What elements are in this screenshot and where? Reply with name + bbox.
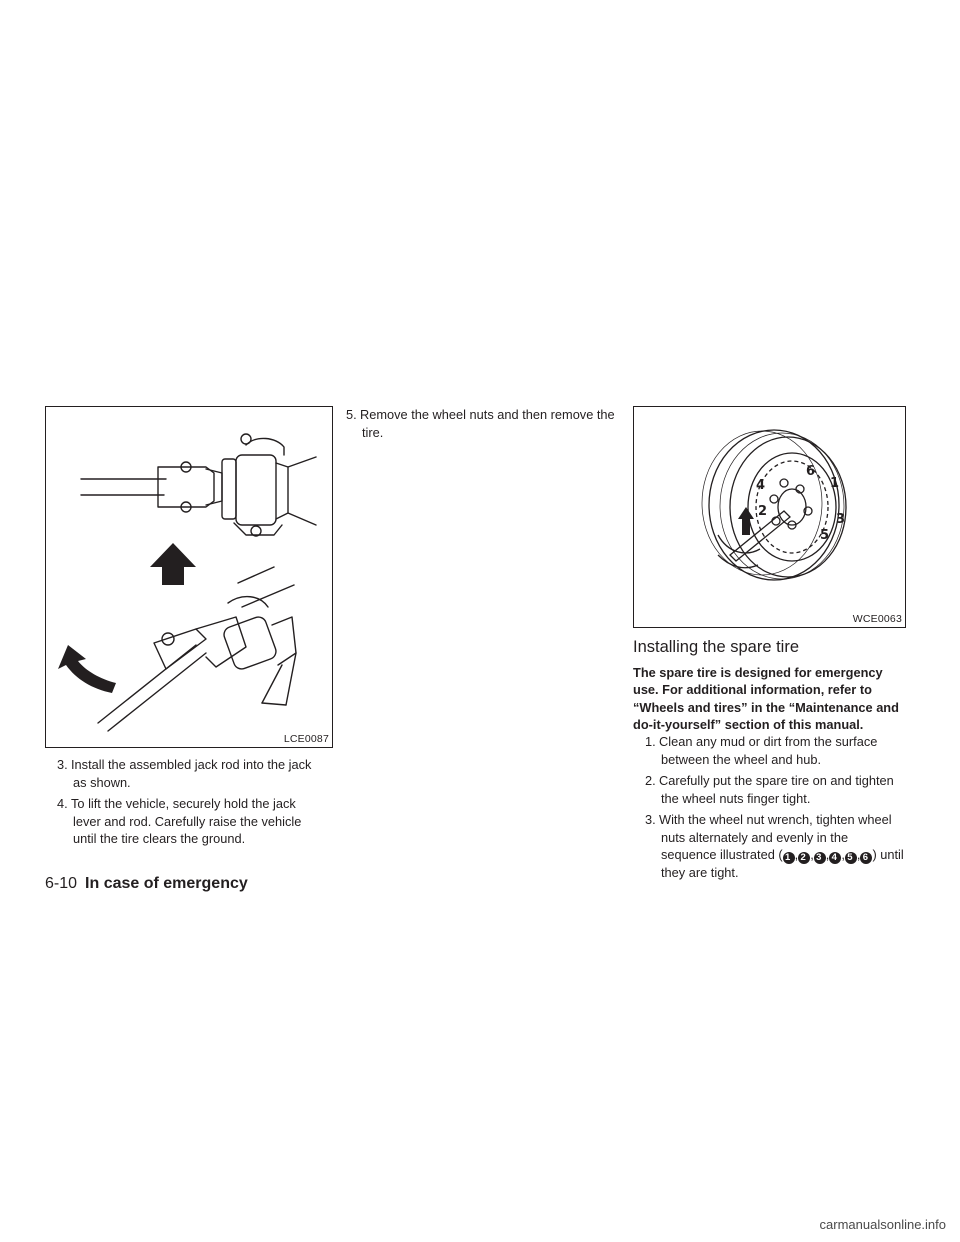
sequence-6: 6 — [860, 852, 872, 864]
step-4 — [57, 795, 325, 848]
install-step-1 — [645, 733, 907, 768]
step-number: 5. — [346, 407, 357, 422]
nut-label-2: 2 — [758, 504, 768, 519]
step-text: To lift the vehicle, securely hold the jack lever and rod. Carefully raise the vehicle until the tire clears the ground. — [71, 796, 302, 846]
nut-label-3: 3 — [836, 512, 846, 527]
figure-code: LCE0087 — [283, 733, 329, 745]
nut-label-5: 5 — [820, 528, 830, 543]
page-number: 6-10 — [45, 875, 78, 892]
nut-label-4: 4 — [756, 478, 766, 493]
step-5 — [346, 406, 618, 441]
step-number: 1. — [645, 734, 656, 749]
sequence-5: 5 — [845, 852, 857, 864]
sequence-2: 2 — [798, 852, 810, 864]
step-number: 3. — [57, 757, 68, 772]
install-step-3: 3. With the wheel nut wrench, tighten wheel nuts alternately and evenly in the sequence illustrated ( 1 , 2 , 3 , 4 , 5 , 6 ) until they are tight. — [645, 812, 904, 880]
wheel-nut-sequence-figure — [633, 406, 906, 628]
step-3 — [57, 756, 325, 791]
step-number: 3. — [645, 812, 656, 827]
sequence-4: 4 — [829, 852, 841, 864]
step-text-before: With the wheel nut wrench, tighten wheel nuts alternately and evenly in the sequence illustrated ( — [659, 812, 892, 862]
jack-illustration-figure — [45, 406, 333, 748]
rotate-arrow-icon — [58, 645, 116, 693]
step-number: 2. — [645, 773, 656, 788]
section-title: In case of emergency — [85, 875, 248, 892]
section-intro: The spare tire is designed for emergency use. For additional information, refer to “Wheels and tires” in the “Maintenance and do-it-yourself” section of this manual. — [633, 665, 899, 732]
install-step-2 — [645, 772, 907, 807]
step-number: 4. — [57, 796, 68, 811]
wheel-illustration — [634, 407, 906, 628]
up-arrow-icon — [150, 543, 196, 585]
step-text: Clean any mud or dirt from the surface between the wheel and hub. — [659, 734, 878, 767]
page-footer — [45, 875, 248, 893]
sequence-3: 3 — [814, 852, 826, 864]
step-text: Carefully put the spare tire on and tighten the wheel nuts finger tight. — [659, 773, 894, 806]
jack-rod-illustration — [46, 407, 333, 748]
step-text-after: ) until they are tight. — [661, 847, 904, 880]
step-text: Remove the wheel nuts and then remove the tire. — [360, 407, 615, 440]
nut-label-6: 6 — [806, 464, 816, 479]
nut-label-1: 1 — [830, 476, 840, 491]
sequence-1: 1 — [783, 852, 795, 864]
figure-code: WCE0063 — [852, 613, 902, 625]
step-text: Install the assembled jack rod into the jack as shown. — [71, 757, 312, 790]
section-heading: Installing the spare tire — [633, 638, 800, 656]
watermark: carmanualsonline.info — [819, 1217, 946, 1232]
